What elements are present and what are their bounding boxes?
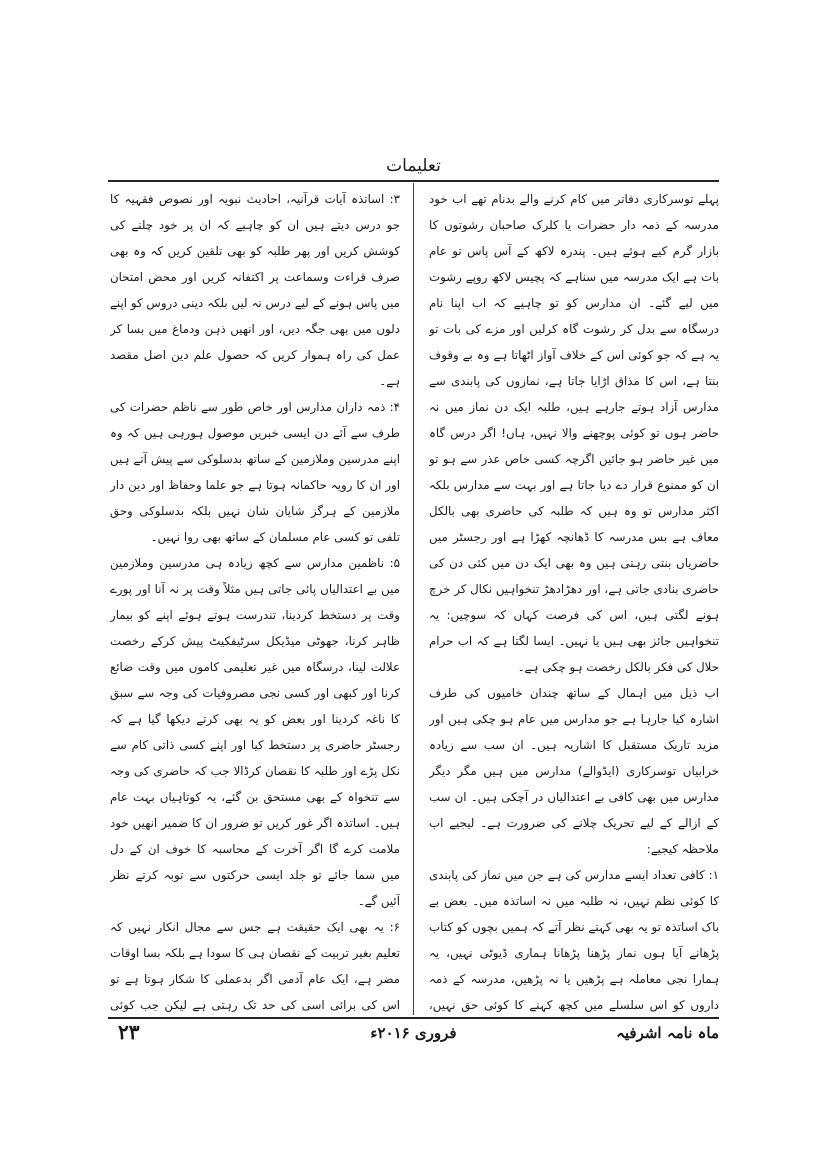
right-column [429, 186, 719, 1012]
paragraph: ۱: کافی تعداد ایسے مدارس کی ہے جن میں نماز کی پابندی کا کوئی نظم نہیں، نہ طلبہ میں نہ اساتذہ میں۔ بعض بے باک اساتذہ تو یہ بھی کہتے نظر آتے کہ ہمیں بچوں کو کتاب پڑھانے آیا ہوں نماز پڑھنا پڑھانا ہماری ڈیوٹی نہیں، یہ ہمارا نجی معاملہ ہے پڑھیں یا نہ پڑھیں، مدرسہ کے ذمہ داروں کو اس سلسلے میں کچھ کہنے کا کوئی حق نہیں، [429, 868, 719, 1012]
paragraph: پہلے توسرکاری دفاتر میں کام کرنے والے بدنام تھے اب خود مدرسہ کے ذمہ دار حضرات یا کلرک صاحبان رشوتوں کا بازار گرم کیے ہوئے ہیں۔ پندرہ لاکھ کے آس پاس تو عام بات ہے ایک مدرسہ میں سناہے کہ پچیس لاکھ روپے رشوت میں لیے گئے۔ ان مدارس کو تو چاہیے کہ اب اپنا نام درسگاہ سے بدل کر رشوت گاہ کرلیں اور مزے کی بات تو یہ ہے کہ جو کوئی اس کے خلاف آواز اٹھاتا ہے وہ بے وقوف بنتا ہے، اس کا مذاق اڑایا جاتا ہے، نمازوں کی پابندی سے مدارس آزاد ہوتے جارہے ہیں، طلبہ ایک دن نماز میں نہ حاضر ہوں تو کوئی پوچھنے والا نہیں، ہاں! اگر درس گاہ میں غیر حاضر ہو جائیں اگرچہ کسی خاص عذر سے ہو تو ان کو ممنوع قرار دے دیا جاتا ہے اور بہت سے مدارس بلکہ اکثر مدارس تو وہ ہیں کہ طلبہ کی حاضری بھی بالکل معاف ہے بس مدرسہ کا ڈھانچہ کھڑا ہے اور رجسٹر میں حاضریاں بنتی رہتی ہیں وہ بھی ایک دن میں کئی دن کی حاضری بنادی جاتی ہے، اور دھڑادھڑ تنخواہیں نکال کر خرچ ہونے لگتی ہیں، اس کی فرصت کہاں کہ سوچیں: یہ تنخواہیں جائز بھی ہیں یا نہیں۔ ایسا لگتا ہے کہ اب حرام حلال کی فکر بالکل رخصت ہو چکی ہے۔ [429, 192, 719, 674]
paragraph: اب ذیل میں اہمال کے ساتھ چندان خامیوں کی طرف اشارہ کیا جارہا ہے جو مدارس میں عام ہو چکی ہیں اور مزید تاریک مستقبل کا اشاریہ ہیں۔ ان سب سے زیادہ خرابیاں توسرکاری (ایڈوالے) مدارس میں ہیں مگر دیگر مدارس میں بھی کافی بے اعتدالیاں در آچکی ہیں۔ ان سب کے ازالے کے لیے تحریک چلانے کی ضرورت ہے۔ لیجیے اب ملاحظہ کیجیے: [429, 686, 719, 856]
magazine-name: ماہ نامہ اشرفیہ [616, 1024, 719, 1042]
issue-date: فروری ۲۰۱۶ء [370, 1024, 457, 1042]
page-header-title: تعلیمات [386, 156, 441, 176]
paragraph: ۴: ذمہ داران مدارس اور خاص طور سے ناظم حضرات کی طرف سے آئے دن ایسی خبریں موصول ہورہی ہیں کہ وہ اپنے مدرسین وملازمین کے ساتھ بدسلوکی سے پیش آتے ہیں اور ان کا رویہ حاکمانہ ہوتا ہے جو علما وحفاظ اور دین دار ملازمین کے ہرگز شایان شان نہیں بلکہ بدسلوکی وحق تلفی تو کسی عام مسلمان کے ساتھ بھی روا نہیں۔ [110, 400, 400, 544]
paragraph: ۶: یہ بھی ایک حقیقت ہے جس سے مجال انکار نہیں کہ تعلیم بغیر تربیت کے نقصان ہی کا سودا ہے بلکہ بسا اوقات مضر ہے، ایک عام آدمی اگر بدعملی کا شکار ہوتا ہے تو اس کی برائی اسی کی حد تک رہتی ہے لیکن جب کوئی [110, 920, 400, 1012]
page-footer [108, 1020, 719, 1048]
footer-rule [108, 1017, 719, 1019]
column-divider [413, 183, 414, 1015]
left-column [110, 186, 400, 1012]
paragraph: ۵: ناظمین مدارس سے کچھ زیادہ ہی مدرسین وملازمین میں بے اعتدالیاں پائی جاتی ہیں مثلاً وقت پر نہ آنا اور پورے وقت پر دستخط کردینا، تندرست ہوتے ہوئے اپنے کو بیمار ظاہر کرنا، جھوٹی میڈیکل سرٹیفکیٹ پیش کرکے رخصت علالت لینا، درسگاہ میں غیر تعلیمی کاموں میں وقت ضائع کرنا اور کبھی اور کسی نجی مصروفیات کی وجہ سے سبق کا ناغہ کردینا اور بعض کو یہ بھی کرتے دیکھا گیا ہے کہ رجسٹر حاضری پر دستخط کیا اور اپنے کسی ذاتی کام سے نکل پڑے اور طلبہ کا نقصان کرڈالا جب کہ حاضری کی وجہ سے تنخواہ کے بھی مستحق بن گئے، یہ کوتاہیاں بہت عام ہیں۔ اساتذہ اگر غور کریں تو ضرور ان کا ضمیر انھیں خود ملامت کرے گا اگر آخرت کے محاسبہ کا خوف ان کے دل میں سما جائے تو جلد ایسی حرکتوں سے توبہ کرتے نظر آئیں گے۔ [110, 556, 400, 908]
paragraph: ۳: اساتذہ آیات قرآنیہ، احادیث نبویہ اور نصوص فقہیہ کا جو درس دیتے ہیں ان کو چاہیے کہ ان پر خود چلنے کی کوشش کریں اور پھر طلبہ کو بھی تلقین کریں کہ وہ بھی صرف قراءت وسماعت پر اکتفانہ کریں اور محض امتحان میں پاس ہونے کے لیے درس نہ لیں بلکہ دینی دروس کو اپنے دلوں میں بھی جگہ دیں، اور انھیں ذہن ودماغ میں بسا کر عمل کی راہ ہموار کریں کہ حصول علم دین اصل مقصد ہے۔ [110, 192, 400, 388]
header-rule [108, 180, 719, 182]
page-number: ۲۳ [118, 1020, 140, 1044]
